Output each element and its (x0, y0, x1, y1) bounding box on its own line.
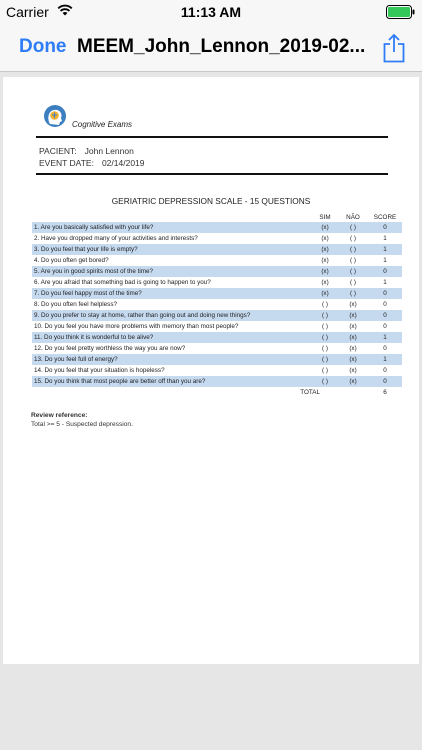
table-row (32, 288, 402, 299)
answer-nao: (x) (338, 310, 368, 321)
answer-sim: (x) (312, 222, 338, 233)
answer-nao: ( ) (338, 266, 368, 277)
answer-nao: ( ) (350, 279, 356, 286)
col-sim: SIM (319, 213, 331, 221)
question-score: 1 (368, 332, 402, 343)
answer-sim: (x) (321, 279, 329, 286)
answer-sim: ( ) (312, 376, 338, 387)
question-text: 6. Are you afraid that something bad is going to happen to you? (34, 279, 211, 286)
date-row (39, 158, 145, 168)
battery-icon (386, 5, 416, 19)
answer-nao: ( ) (350, 257, 356, 264)
table-row (32, 332, 402, 343)
col-nao: NÃO (346, 213, 360, 221)
question-score: 1 (368, 244, 402, 255)
answer-sim: (x) (321, 257, 329, 264)
question-text: 13. Do you feel full of energy? (32, 354, 312, 365)
answer-nao: ( ) (338, 244, 368, 255)
total-row (32, 387, 402, 398)
header-rule (36, 136, 388, 138)
question-text: 8. Do you often feel helpless? (34, 301, 117, 308)
answer-nao: (x) (338, 332, 368, 343)
answer-sim: ( ) (322, 301, 328, 308)
table-row (32, 310, 402, 321)
question-score: 0 (383, 367, 387, 374)
table-header (32, 212, 402, 222)
review-text: Total >= 5 - Suspected depression. (31, 421, 133, 428)
col-score: SCORE (373, 213, 397, 221)
answer-nao: (x) (349, 345, 357, 352)
patient-value: John Lennon (84, 146, 134, 156)
brand-name: Cognitive Exams (72, 120, 133, 129)
question-text: 4. Do you often get bored? (34, 257, 109, 264)
table-row (32, 233, 402, 244)
question-text: 2. Have you dropped many of your activities and interests? (34, 235, 198, 242)
table-row (32, 266, 402, 277)
question-score: 0 (368, 266, 402, 277)
event-date-value: 02/14/2019 (101, 158, 145, 168)
answer-nao: (x) (349, 367, 357, 374)
answer-nao: ( ) (338, 288, 368, 299)
answer-nao: (x) (349, 323, 357, 330)
question-text: 7. Do you feel happy most of the time? (32, 288, 312, 299)
review-heading: Review reference: (31, 412, 88, 419)
answer-sim: ( ) (322, 367, 328, 374)
question-score: 0 (368, 310, 402, 321)
document-title: MEEM_John_Lennon_2019-02... (77, 36, 366, 57)
table-row (32, 255, 402, 266)
table-row (32, 277, 402, 288)
carrier-label: Carrier (6, 4, 49, 20)
total-label: TOTAL (300, 389, 320, 396)
answer-sim: ( ) (322, 345, 328, 352)
question-score: 0 (368, 376, 402, 387)
question-text: 1. Are you basically satisfied with your life? (32, 222, 312, 233)
table-row (32, 343, 402, 354)
table-row (32, 299, 402, 310)
questions-table (32, 212, 402, 398)
scale-title: GERIATRIC DEPRESSION SCALE - 15 QUESTIONS (111, 196, 311, 206)
question-text: 11. Do you think it is wonderful to be alive? (32, 332, 312, 343)
table-row (32, 321, 402, 332)
table-row (32, 222, 402, 233)
navigation-bar (0, 24, 422, 72)
answer-sim: ( ) (322, 323, 328, 330)
answer-sim: (x) (312, 288, 338, 299)
answer-sim: ( ) (312, 354, 338, 365)
answer-sim: ( ) (312, 332, 338, 343)
answer-sim: (x) (312, 266, 338, 277)
brain-head-logo (42, 104, 68, 130)
answer-nao: ( ) (338, 222, 368, 233)
question-text: 5. Are you in good spirits most of the time? (32, 266, 312, 277)
question-score: 0 (383, 301, 387, 308)
question-text: 15. Do you think that most people are better off than you are? (32, 376, 312, 387)
question-text: 9. Do you prefer to stay at home, rather than going out and doing new things? (32, 310, 312, 321)
question-score: 1 (383, 235, 387, 242)
question-text: 12. Do you feel pretty worthless the way you are now? (34, 345, 186, 352)
status-time: 11:13 AM (180, 4, 242, 20)
question-score: 0 (383, 323, 387, 330)
answer-nao: (x) (338, 376, 368, 387)
table-row (32, 244, 402, 255)
answer-nao: (x) (349, 301, 357, 308)
table-row (32, 365, 402, 376)
pdf-page (3, 77, 419, 664)
question-text: 3. Do you feel that your life is empty? (32, 244, 312, 255)
status-bar (0, 0, 422, 24)
patient-row (39, 146, 134, 156)
table-row (32, 376, 402, 387)
question-score: 1 (368, 354, 402, 365)
question-score: 1 (383, 257, 387, 264)
answer-sim: ( ) (312, 310, 338, 321)
question-score: 0 (383, 345, 387, 352)
answer-sim: (x) (312, 244, 338, 255)
event-date-label: EVENT DATE: (39, 158, 94, 168)
answer-sim: (x) (321, 235, 329, 242)
done-button[interactable]: Done (19, 36, 67, 57)
info-rule (36, 173, 388, 175)
table-row (32, 354, 402, 365)
patient-label: PACIENT: (39, 146, 77, 156)
answer-nao: (x) (338, 354, 368, 365)
answer-nao: ( ) (350, 235, 356, 242)
share-icon[interactable] (382, 33, 406, 63)
question-score: 0 (368, 288, 402, 299)
question-text: 10. Do you feel you have more problems with memory than most people? (34, 323, 239, 330)
question-score: 1 (383, 279, 387, 286)
question-score: 0 (368, 222, 402, 233)
question-text: 14. Do you feel that your situation is hopeless? (34, 367, 165, 374)
total-value: 6 (383, 389, 387, 396)
